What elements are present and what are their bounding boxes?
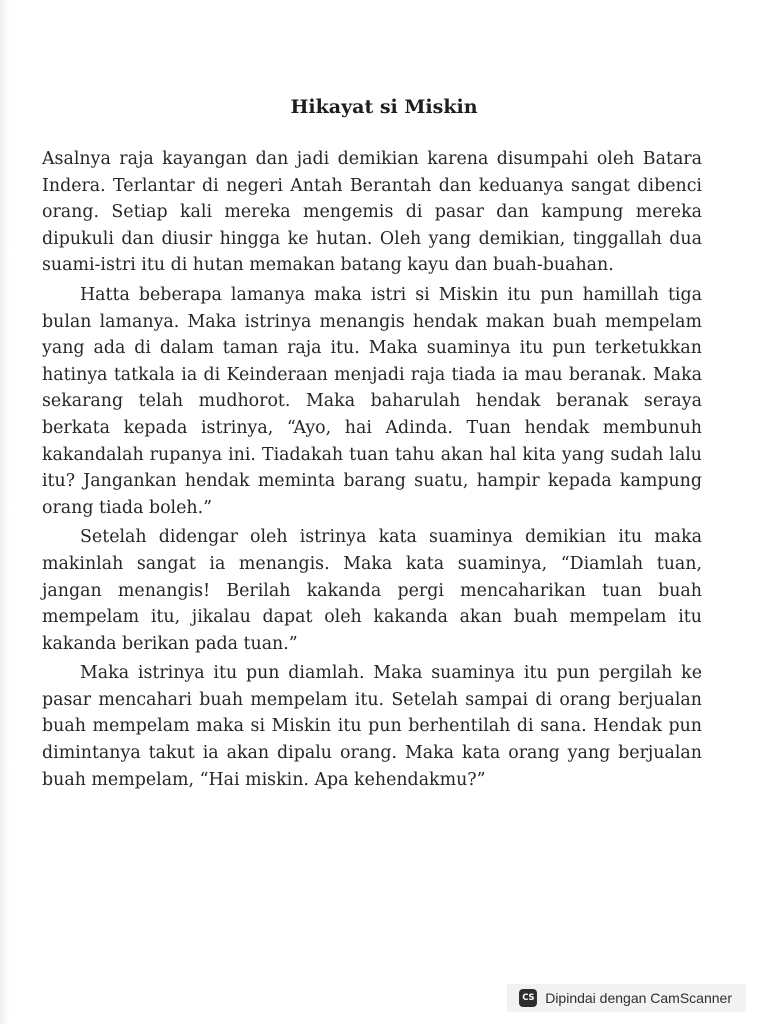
- paragraph-1: Asalnya raja kayangan dan jadi demikian karena disumpahi oleh Batara Indera. Terlantar di negeri Antah Berantah dan keduanya sangat dibenci orang. Setiap kali mereka mengemis di pasar dan kampung mereka dipukuli dan diusir hingga ke hutan. Oleh yang demikian, tinggallah dua suami-istri itu di hutan memakan batang kayu dan buah-buahan.: [42, 149, 702, 276]
- camscanner-watermark: [507, 984, 746, 1012]
- paragraph-2: Hatta beberapa lamanya maka istri si Miskin itu pun hamillah tiga bulan lamanya. Maka istrinya menangis hendak makan buah mempelam yang ada di dalam taman raja itu. Maka suaminya itu pun terketukkan hatinya tatkala ia di Keinderaan menjadi raja tiada ia mau beranak. Maka sekarang telah mudhorot. Maka baharulah hendak beranak seraya berkata kepada istrinya, “Ayo, hai Adinda. Tuan hendak membunuh kakandalah rupanya ini. Tiadakah tuan tahu akan hal kita yang sudah lalu itu? Jangankan hendak meminta barang suatu, hampir kepada kampung orang tiada boleh.”: [42, 284, 702, 518]
- watermark-label: Dipindai dengan CamScanner: [545, 990, 732, 1006]
- document-title: Hikayat si Miskin: [290, 96, 478, 118]
- paragraph-4: Maka istrinya itu pun diamlah. Maka suaminya itu pun pergilah ke pasar mencahari buah mempelam itu. Setelah sampai di orang berjualan buah mempelam maka si Miskin itu pun berhentilah di sana. Hendak pun dimintanya takut ia akan dipalu orang. Maka kata orang yang berjualan buah mempelam, “Hai miskin. Apa kehendakmu?”: [42, 663, 702, 790]
- page-edge-shadow: [0, 0, 10, 1024]
- paragraph-3: Setelah didengar oleh istrinya kata suaminya demikian itu maka makinlah sangat ia menangis. Maka kata suaminya, “Diamlah tuan, jangan menangis! Berilah kakanda pergi mencaharikan tuan buah mempelam itu, jikalau dapat oleh kakanda akan buah mempelam itu kakanda berikan pada tuan.”: [42, 527, 702, 654]
- camscanner-logo-icon: CS: [519, 989, 537, 1007]
- document-body: [42, 146, 702, 793]
